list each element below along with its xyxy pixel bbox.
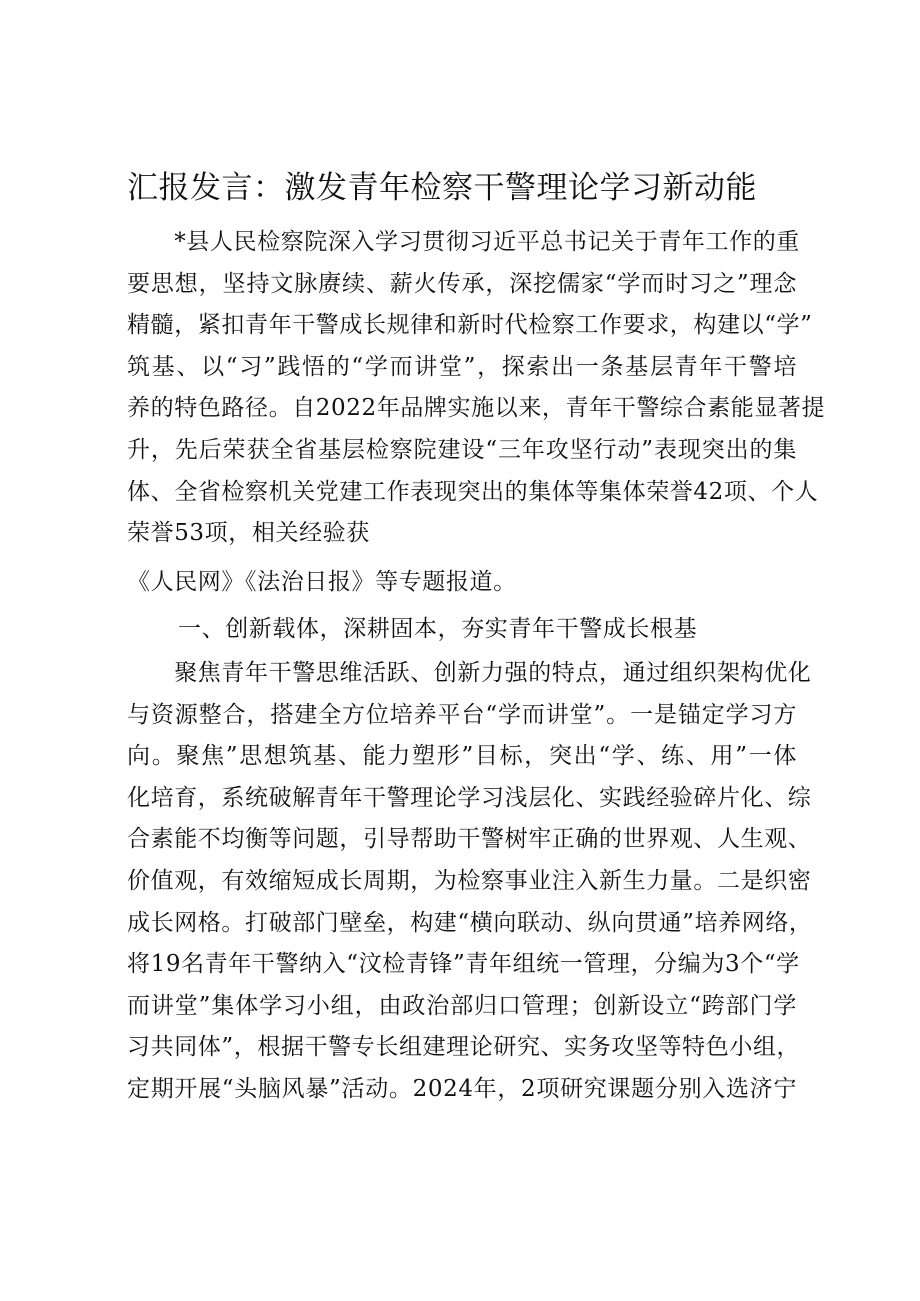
paragraph-line: 筑基、以“习”践悟的“学而讲堂”，探索出一条基层青年干警培 bbox=[127, 353, 797, 380]
paragraph-line: 化培育，系统破解青年干警理论学习浅层化、实践经验碎片化、综 bbox=[127, 784, 812, 811]
paragraph-intro bbox=[127, 222, 826, 555]
document-title: 汇报发言：激发青年检察干警理论学习新动能 bbox=[127, 170, 757, 206]
paragraph-line: *县人民检察院深入学习贯彻习近平总书记关于青年工作的重 bbox=[127, 229, 800, 255]
paragraph-line: 《人民网》《法治日报》等专题报道。 bbox=[127, 569, 517, 595]
paragraph-line: 将19名青年干警纳入“汶检青锋”青年组统一管理，分编为3个“学 bbox=[127, 951, 800, 978]
paragraph-line: 价值观，有效缩短成长周期，为检察事业注入新生力量。二是织密 bbox=[127, 867, 812, 894]
paragraph-line: 与资源整合，搭建全方位培养平台“学而讲堂”。一是锚定学习方 bbox=[127, 701, 797, 728]
paragraph-line: 习共同体”，根据干警专长组建理论研究、实务攻坚等特色小组， bbox=[127, 1034, 801, 1061]
paragraph-line: 而讲堂”集体学习小组，由政治部归口管理；创新设立“跨部门学 bbox=[127, 992, 797, 1019]
heading-line: 一、创新载体，深耕固本，夯实青年干警成长根基 bbox=[178, 616, 698, 642]
paragraph-line: 体、全省检察机关党建工作表现突出的集体等集体荣誉42项、个人 bbox=[127, 478, 819, 505]
paragraph-section-one bbox=[127, 653, 813, 1111]
paragraph-line: 向。聚焦”思想筑基、能力塑形”目标，突出“学、练、用”一体 bbox=[127, 743, 797, 770]
paragraph-line: 精髓，紧扣青年干警成长规律和新时代检察工作要求，构建以“学” bbox=[127, 312, 813, 339]
section-heading bbox=[178, 609, 848, 651]
paragraph-line: 荣誉53项，相关经验获 bbox=[127, 520, 370, 547]
paragraph-media bbox=[127, 562, 797, 604]
paragraph-line: 升，先后荣获全省基层检察院建设“三年攻坚行动”表现突出的集 bbox=[127, 436, 797, 463]
paragraph-line: 定期开展“头脑风暴”活动。2024年，2项研究课题分别入选济宁 bbox=[127, 1075, 797, 1102]
paragraph-line: 要思想，坚持文脉赓续、薪火传承，深挖儒家“学而时习之”理念 bbox=[127, 270, 797, 297]
paragraph-line: 合素能不均衡等问题，引导帮助干警树牢正确的世界观、人生观、 bbox=[127, 826, 812, 853]
paragraph-line: 养的特色路径。自2022年品牌实施以来，青年干警综合素能显著提 bbox=[127, 395, 826, 422]
paragraph-line: 聚焦青年干警思维活跃、创新力强的特点，通过组织架构优化 bbox=[127, 660, 812, 686]
paragraph-line: 成长网格。打破部门壁垒，构建“横向联动、纵向贯通”培养网络， bbox=[127, 909, 813, 936]
